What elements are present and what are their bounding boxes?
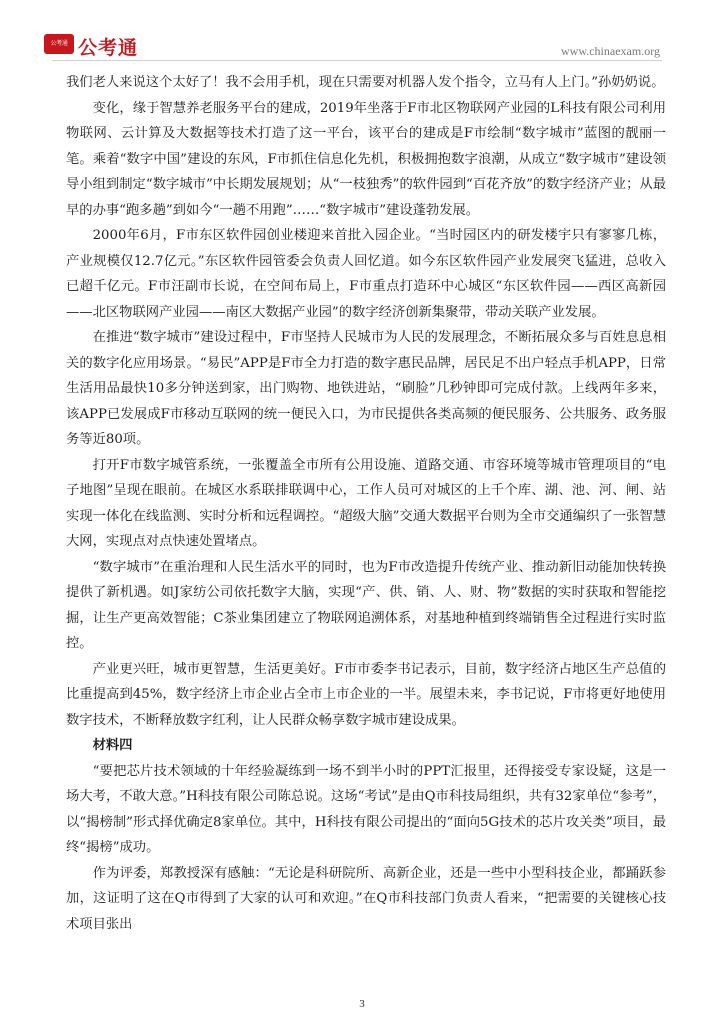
document-body xyxy=(66,70,666,937)
site-url: www.chinaexam.org xyxy=(561,44,660,58)
paragraph: “要把芯片技术领域的十年经验凝练到一场不到半小时的PPT汇报里，还得接受专家设疑，这是一场大考，不敢大意。”H科技有限公司陈总说。这场“考试”是由Q市科技局组织，共有32家单位“参考”，以“揭榜制”形式择优确定8家单位。其中，H科技有限公司提出的“面向5G技术的芯片攻关类”项目，最终“揭榜”成功。 xyxy=(66,763,666,855)
section-heading: 材料四 xyxy=(92,738,133,753)
paragraph: 在推进“数字城市”建设过程中，F市坚持人民城市为人民的发展理念，不断拓展众多与百姓息息相关的数字化应用场景。“易民”APP是F市全力打造的数字惠民品牌，居民足不出户轻点手机APP，日常生活用品最快10多分钟送到家，出门购物、地铁进站，“刷脸”几秒钟即可完成付款。上线两年多来，该APP已发展成F市移动互联网的统一便民入口，为市民提供各类高频的便民服务、公共服务、政务服务等近80项。 xyxy=(66,330,666,447)
paragraph: 产业更兴旺，城市更智慧，生活更美好。F市市委李书记表示，目前，数字经济占地区生产总值的比重提高到45%，数字经济上市企业占全市上市企业的一半。展望未来，李书记说，F市将更好地使用数字技术，不断释放数字红利，让人民群众畅享数字城市建设成果。 xyxy=(66,661,666,728)
paragraph: “数字城市”在重治理和人民生活水平的同时，也为F市改造提升传统产业、推动新旧动能加快转换提供了新机遇。如J家纺公司依托数字大脑，实现“产、供、销、人、财、物”数据的实时获取和智能挖掘，让生产更高效智能；C茶业集团建立了物联网追溯体系，对基地种植到终端销售全过程进行实时监控。 xyxy=(66,559,666,651)
page-header xyxy=(0,0,724,62)
paragraph: 2000年6月，F市东区软件园创业楼迎来首批入园企业。“当时园区内的研发楼宇只有寥寥几栋，产业规模仅12.7亿元。”东区软件园管委会负责人回忆道。如今东区软件园产业发展突飞猛进，总收入已超千亿元。F市汪副市长说，在空间布局上，F市重点打造环中心城区“东区软件园——西区高新园——北区物联网产业园——南区大数据产业园”的数字经济创新集聚带，带动关联产业发展。 xyxy=(66,228,666,320)
page-number: 3 xyxy=(359,998,365,1010)
logo-badge: 公考通 xyxy=(44,34,74,54)
header-divider xyxy=(52,60,662,61)
paragraph: 变化，缘于智慧养老服务平台的建成，2019年坐落于F市北区物联网产业园的L科技有限公司利用物联网、云计算及大数据等技术打造了这一平台，该平台的建成是F市绘制“数字城市”蓝图的靓丽一笔。乘着“数字中国”建设的东风，F市抓住信息化先机，积极拥抱数字浪潮，从成立“数字城市”建设领导小组到制定“数字城市”中长期发展规划；从“一枝独秀”的软件园到“百花齐放”的数字经济产业；从最早的办事“跑多趟”到如今“一趟不用跑”……“数字城市”建设蓬勃发展。 xyxy=(66,100,666,218)
paragraph: 打开F市数字城管系统，一张覆盖全市所有公用设施、道路交通、市容环境等城市管理项目的“电子地图”呈现在眼前。在城区水系联排联调中心，工作人员可对城区的上千个库、湖、池、河、闸、站实现一体化在线监测、实时分析和远程调控。“超级大脑”交通大数据平台则为全市交通编织了一张智慧大网，实现点对点快速处置堵点。 xyxy=(66,457,666,549)
paragraph: 作为评委，郑教授深有感触：“无论是科研院所、高新企业，还是一些中小型科技企业，都踊跃参加，这证明了这在Q市得到了大家的认可和欢迎。”在Q市科技部门负责人看来，“把需要的关键核心技术项目张出 xyxy=(66,865,666,932)
paragraph: 我们老人来说这个太好了！我不会用手机，现在只需要对机器人发个指令，立马有人上门。”孙奶奶说。 xyxy=(66,75,665,90)
brand-name: 公考通 xyxy=(78,37,139,59)
